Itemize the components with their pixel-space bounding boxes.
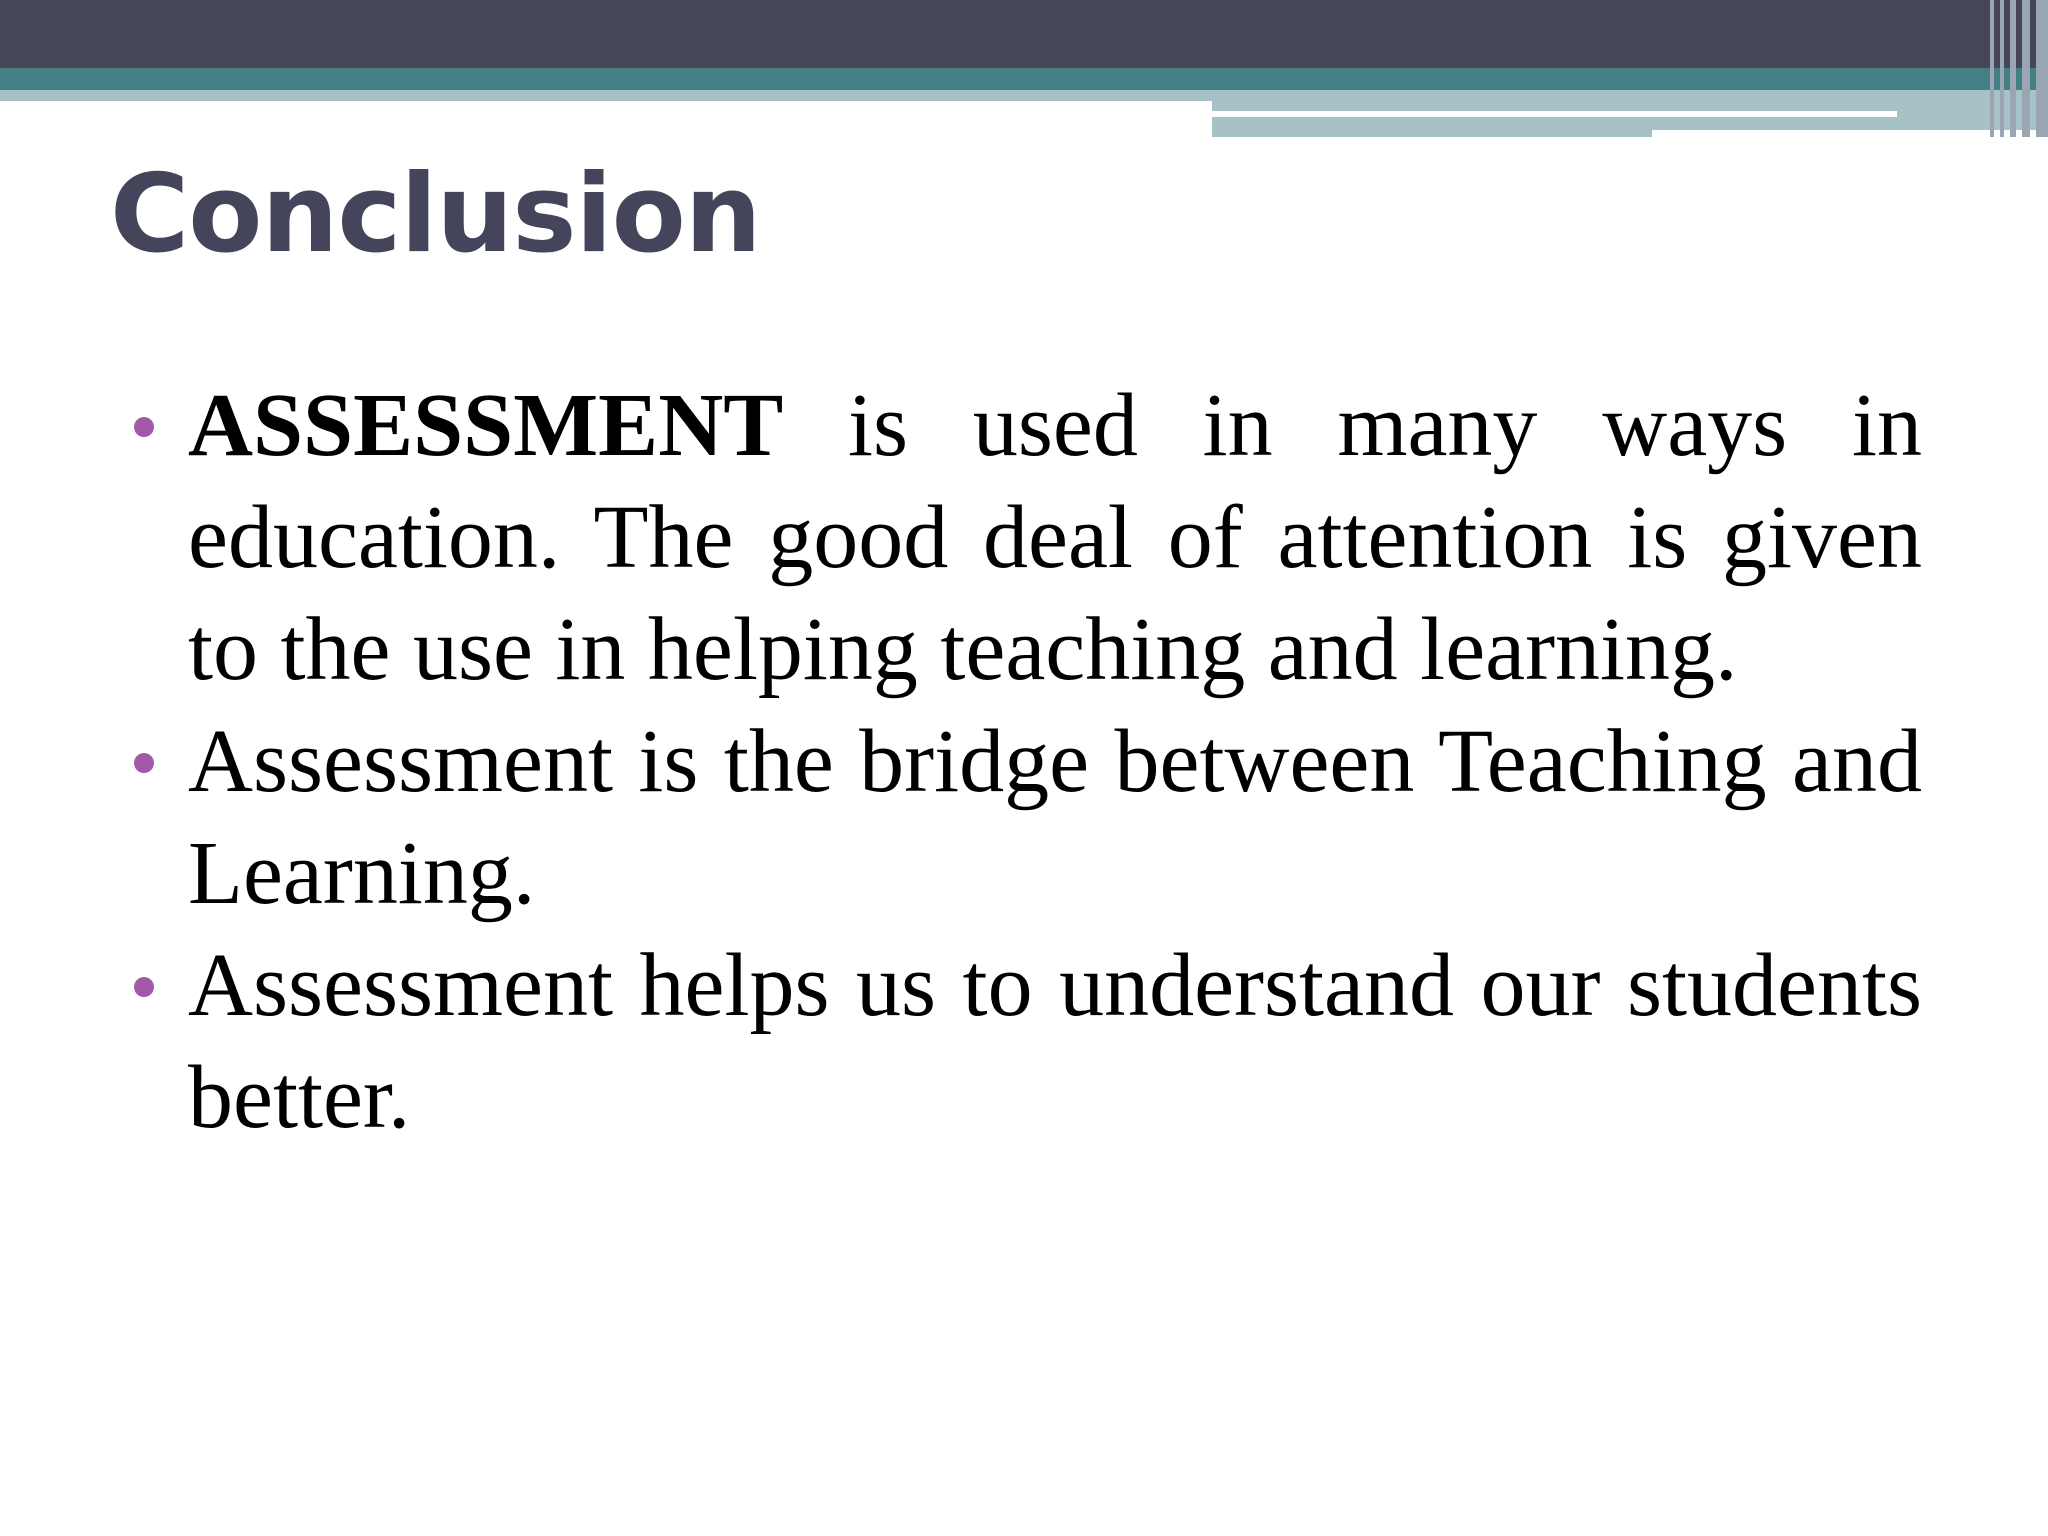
bullet-item [130, 930, 1922, 1154]
bullet-text: Assessment is the bridge between Teaching and Learning. [188, 712, 1922, 923]
header-stripe [2010, 0, 2016, 137]
bullet-dot-icon [134, 417, 154, 437]
header-stripe [2000, 0, 2004, 137]
header-band-dark [0, 0, 2048, 68]
bullet-dot-icon [134, 977, 154, 997]
header-band-light [0, 90, 1212, 101]
slide-title: Conclusion [110, 152, 761, 277]
header-band-right-line [1212, 111, 1897, 117]
bullet-text: Assessment helps us to understand our students better. [188, 936, 1922, 1147]
bullet-item [130, 706, 1922, 930]
bullet-list [130, 370, 1922, 1154]
header-stripe [1990, 0, 1994, 137]
header-stripe [2022, 0, 2030, 137]
header-stripes [1984, 0, 2048, 137]
bullet-dot-icon [134, 753, 154, 773]
header-stripe [2036, 0, 2048, 137]
header-band-teal [0, 68, 2048, 90]
bullet-item [130, 370, 1922, 706]
bullet-text: is used in many ways in education. The good deal of attention is given to the use in helping teaching and learning. [188, 376, 1922, 699]
bullet-emphasis: ASSESSMENT [188, 376, 784, 475]
